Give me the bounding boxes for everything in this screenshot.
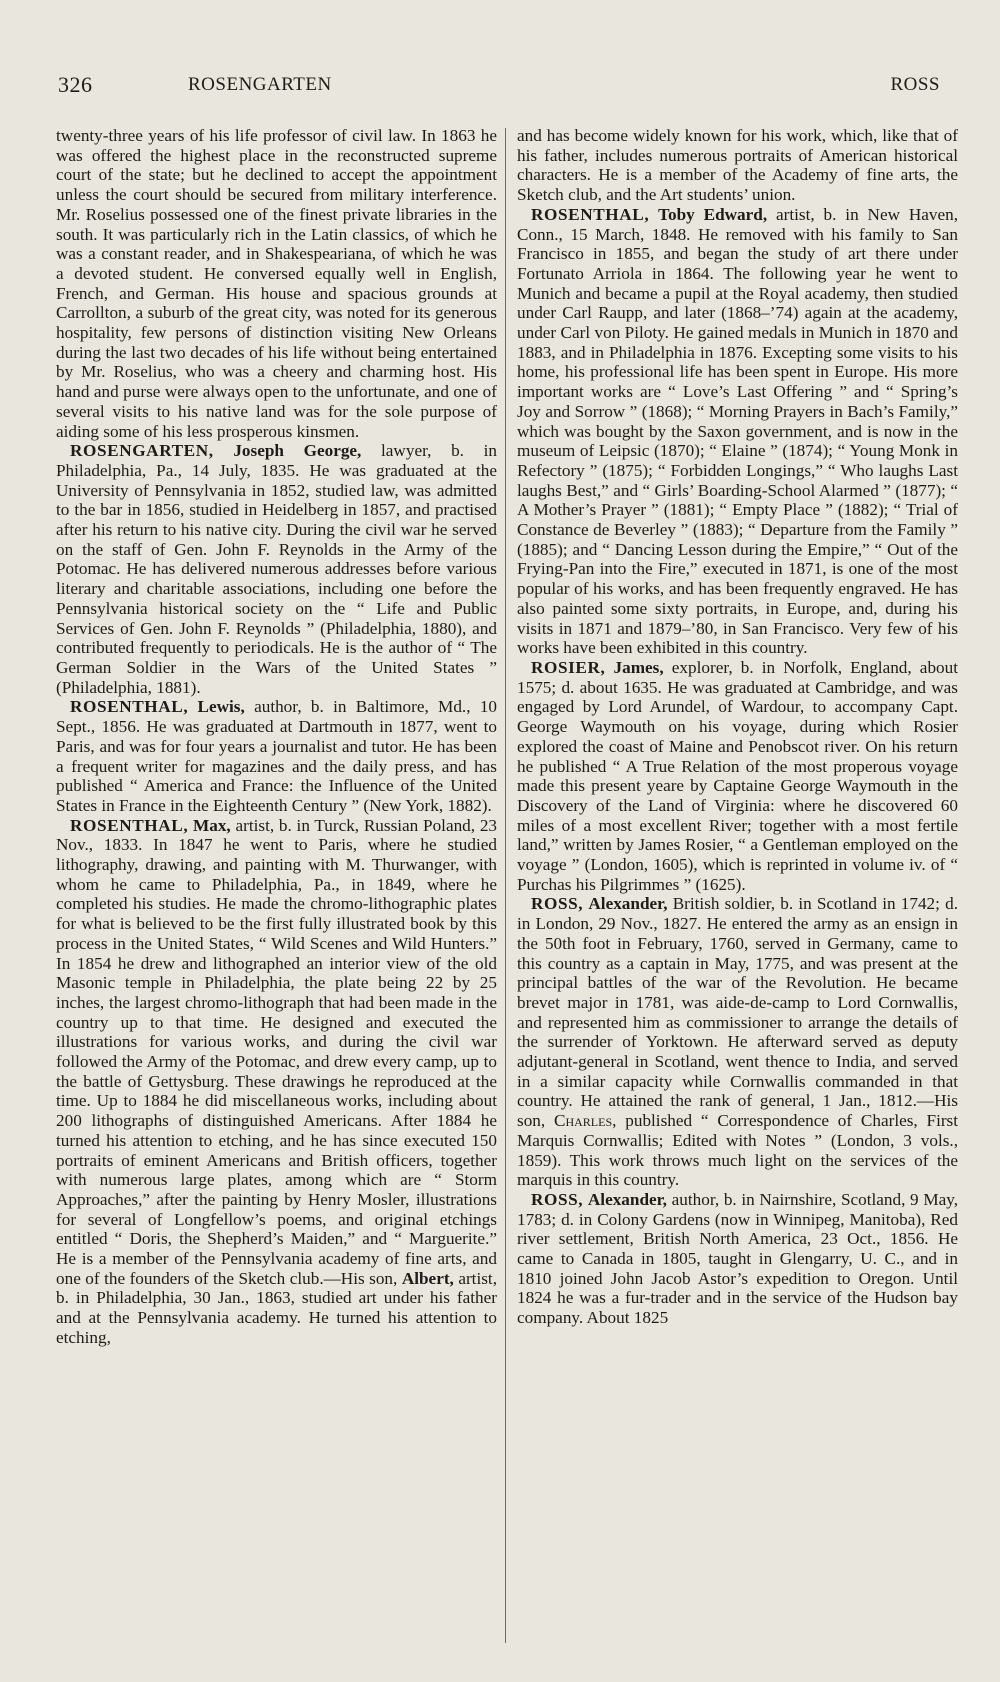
entry-surname: ROSENTHAL, xyxy=(531,204,650,224)
entry-rosenthal-toby xyxy=(517,205,958,658)
text-columns xyxy=(56,126,958,1646)
entry-surname: ROSS, xyxy=(531,894,584,914)
entry-given-name: Alexander, xyxy=(588,894,668,914)
entry-given-name: Joseph George, xyxy=(233,441,362,461)
entry-rosengarten-joseph xyxy=(56,441,497,697)
header-right-title: ROSS xyxy=(890,74,940,95)
entry-surname: ROSENTHAL, xyxy=(70,815,189,835)
entry-text: artist, b. in New Haven, Conn., 15 March, 1848. He removed with his family to San Francisco in 1855, and began the study of art there under Fortunato Arriola in 1864. The following year he went to Munich and became a pupil at the Royal academy, then studied under Carl Raupp, and later (1868–’74) again at the academy, under Carl von Piloty. He gained medals in Munich in 1870 and 1883, and in Philadelphia in 1876. Excepting some visits to his home, his professional life has been spent in Europe. His more important works are “ Love’s Last Offering ” and “ Spring’s Joy and Sorrow ” (1868); “ Morning Prayers in Bach’s Family,” which was bought by the Saxon government, and is now in the museum of Leipsic (1870); “ Elaine ” (1874); “ Young Monk in Refectory ” (1875); “ Forbidden Longings,” “ Who laughs Last laughs Best,” and “ Girls’ Boarding-School Alarmed ” (1877); “ A Mother’s Prayer ” (1881); “ Empty Place ” (1882); “ Trial of Constance de Beverley ” (1883); “ Departure from the Family ” (1885); and “ Dancing Lesson during the Empire,” “ Out of the Frying-Pan into the Fire,” executed in 1871, is one of the most popular of his works, and has been frequently engraved. He has also painted some sixty portraits, in Europe, and, during his visits in 1871 and 1879–’80, in San Francisco. Very few of his works have been exhibited in this country. xyxy=(517,204,958,658)
entry-given-name: Alexander, xyxy=(587,1189,667,1209)
entry-text: author, b. in Baltimore, Md., 10 Sept., 1856. He was graduated at Dartmouth in 1877, went to Paris, and was for four years a journalist and tutor. He has been a frequent writer for magazines and the daily press, and has published “ America and France: the Influence of the United States in France in the Eighteenth Century ” (New York, 1882). xyxy=(56,697,497,815)
entry-surname: ROSENGARTEN, xyxy=(70,441,214,461)
sub-entry-text: published “ Correspondence of Charles, First Marquis Cornwallis; Edited with Notes ” (London, 3 vols., 1859). This work throws much light on the services of the marquis in this country. xyxy=(517,1111,958,1190)
entry-rosenthal-max xyxy=(56,816,497,1348)
right-column xyxy=(517,126,958,1646)
continued-paragraph: twenty-three years of his life professor of civil law. In 1863 he was offered the highest place in the reconstructed supreme court of the state; but he declined to accept the appointment unless the court should be secured from military interference. Mr. Roselius possessed one of the finest private libraries in the south. It was particularly rich in the Latin classics, of which he was a constant reader, and in Shakespeariana, of which he was a devoted student. He conversed equally well in English, French, and German. His house and spacious grounds at Carrollton, a suburb of the great city, was noted for its generous hospitality, few persons of distinction visiting New Orleans during the last two decades of his life without being entertained by Mr. Roselius, who was a cheery and charming host. His hand and purse were always open to the unfortunate, and one of several visits to his native land was for the sole purpose of aiding some of his less prosperous kinsmen. xyxy=(56,126,497,441)
entry-text: artist, b. in Turck, Russian Poland, 23 Nov., 1833. In 1847 he went to Paris, where he studied lithography, drawing, and painting with M. Thurwanger, with whom he came to Philadelphia, Pa., in 1849, where he completed his studies. He made the chromo-lithographic plates for what is believed to be the first fully illustrated book by this process in the United States, “ Wild Scenes and Wild Hunters.” In 1854 he drew and lithographed an interior view of the old Masonic temple in Philadelphia, the plate being 22 by 25 inches, the largest chromo-lithograph that had been made in the country up to that time. He designed and executed the illustrations for various works, and during the civil war followed the Army of the Potomac, and drew every camp, up to the battle of Gettysburg. These drawings he reproduced at the time. Up to 1884 he did miscellaneous works, including about 200 lithographs of distinguished Americans. After 1884 he turned his attention to etching, and he has since executed 150 portraits of eminent Americans and British officers, together with numerous large plates, among which are “ Storm Approaches,” after the painting by Henry Mosler, illustrations for several of Longfellow’s poems, and original etchings entitled “ Doris, the Shepherd’s Maiden,” and “ Marguerite.” He is a member of the Pennsylvania academy of fine arts, and one of the founders of the Sketch club.—His son, xyxy=(56,815,497,1288)
sub-entry-name: Charles, xyxy=(554,1111,617,1131)
entry-surname: ROSIER, xyxy=(531,657,606,677)
entry-given-name: Lewis, xyxy=(197,697,245,717)
entry-text: explorer, b. in Norfolk, England, about 1575; d. about 1635. He was graduated at Cambridge, and was engaged by Lord Arundel, of Wardour, to accompany Capt. George Waymouth on his voyage, during which Rosier explored the coast of Maine and Penobscot river. On his return he published “ A True Relation of the most properous voyage made this present yeare by Captaine George Waymouth in the Discovery of the Land of Virginia: where he discovered 60 miles of a most excellent River; together with a most fertile land,” written by James Rosier, “ a Gentleman employed on the voyage ” (London, 1605), which is reprinted in volume iv. of “ Purchas his Pilgrimmes ” (1625). xyxy=(517,657,958,894)
entry-given-name: Toby Edward, xyxy=(658,204,768,224)
entry-ross-alexander-soldier xyxy=(517,894,958,1190)
column-divider xyxy=(505,128,506,1643)
running-header xyxy=(58,72,940,102)
page-number: 326 xyxy=(58,72,93,97)
entry-given-name: Max, xyxy=(193,815,231,835)
entry-surname: ROSS, xyxy=(531,1189,584,1209)
entry-text: British soldier, b. in Scotland in 1742; d. in London, 29 Nov., 1827. He entered the army as an ensign in the 50th foot in February, 1760, served in Germany, came to this country as a captain in May, 1775, and was present at the principal battles of the war of the Revolution. He became brevet major in 1781, was aide-de-camp to Lord Cornwallis, and represented him as commissioner to arrange the details of the surrender of Yorktown. He afterward served as deputy adjutant-general in Scotland, went thence to India, and served in a similar capacity while Cornwallis commanded in that country. He attained the rank of general, 1 Jan., 1812.—His son, xyxy=(517,894,958,1131)
entry-surname: ROSENTHAL, xyxy=(70,697,189,717)
entry-rosenthal-lewis xyxy=(56,697,497,815)
left-column xyxy=(56,126,497,1646)
sub-entry-name: Albert, xyxy=(401,1268,454,1288)
entry-ross-alexander-author xyxy=(517,1190,958,1328)
header-left-title: ROSENGARTEN xyxy=(188,74,332,95)
entry-given-name: James, xyxy=(613,657,664,677)
entry-text: author, b. in Nairnshire, Scotland, 9 May, 1783; d. in Colony Gardens (now in Winnipeg, Manitoba), Red river settlement, British North America, 23 Oct., 1856. He came to Canada in 1805, taught in Glengarry, U. C., and in 1810 joined John Jacob Astor’s expedition to Oregon. Until 1824 he was a fur-trader and in the service of the Hudson bay company. About 1825 xyxy=(517,1189,958,1328)
continued-paragraph: and has become widely known for his work, which, like that of his father, includes numerous portraits of American historical characters. He is a member of the Academy of fine arts, the Sketch club, and the Art students’ union. xyxy=(517,126,958,205)
entry-rosier-james xyxy=(517,658,958,894)
entry-text: lawyer, b. in Philadelphia, Pa., 14 July, 1835. He was graduated at the University of Pennsylvania in 1852, studied law, was admitted to the bar in 1856, studied in Heidelberg in 1857, and practised after his return to his native city. During the civil war he served on the staff of Gen. John F. Reynolds in the Army of the Potomac. He has delivered numerous addresses before various literary and charitable associations, including one before the Pennsylvania historical society on the “ Life and Public Services of Gen. John F. Reynolds ” (Philadelphia, 1880), and contributed frequently to periodicals. He is the author of “ The German Soldier in the Wars of the United States ” (Philadelphia, 1881). xyxy=(56,441,497,697)
sub-entry-text: artist, b. in Philadelphia, 30 Jan., 1863, studied art under his father and at the Pennsylvania academy. He turned his attention to etching, xyxy=(56,1268,497,1347)
